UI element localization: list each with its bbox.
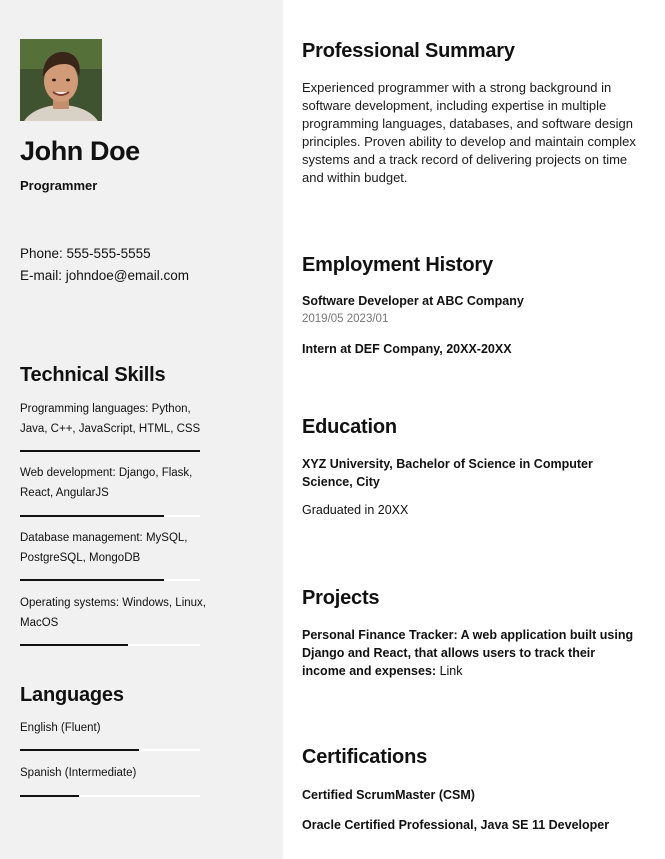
education-degree: XYZ University, Bachelor of Science in Computer Science, City: [302, 457, 593, 489]
language-level-fill: [20, 795, 79, 797]
skill-level-fill: [20, 515, 164, 517]
job-title: Intern at DEF Company, 20XX-20XX: [302, 342, 512, 356]
skill-level-fill: [20, 579, 164, 581]
skill-item: Programming languages: Python, Java, C++, JavaScript, HTML, CSS: [20, 403, 201, 435]
project-description: [302, 626, 642, 680]
certification-item: Certified ScrumMaster (CSM): [302, 788, 475, 802]
project-text: Personal Finance Tracker: A web application built using Django and React, that allows users to track their income and expenses:: [302, 628, 634, 678]
profile-title: Programmer: [20, 178, 98, 193]
skill-level-bar: [20, 450, 200, 452]
skill-level-fill: [20, 644, 128, 646]
technical-skills-heading: Technical Skills: [20, 364, 166, 386]
summary-text: Experienced programmer with a strong background in software development, including expertise in multiple programming languages, databases, and software design principles. Proven ability to develop and maintain complex systems and a track record of delivering projects on time and within budget.: [302, 80, 636, 185]
language-item: Spanish (Intermediate): [20, 767, 137, 779]
skill-item: Database management: MySQL, PostgreSQL, MongoDB: [20, 532, 188, 564]
avatar-image: [20, 39, 102, 121]
profile-name: John Doe: [20, 136, 140, 166]
education-graduated: Graduated in 20XX: [302, 503, 409, 517]
skill-level-bar: [20, 644, 200, 646]
skill-item: Web development: Django, Flask, React, AngularJS: [20, 467, 193, 499]
language-item: English (Fluent): [20, 722, 101, 734]
skill-item: Operating systems: Windows, Linux, MacOS: [20, 597, 206, 629]
sidebar: [0, 0, 283, 859]
language-level-bar: [20, 795, 200, 797]
certification-item: Oracle Certified Professional, Java SE 11 Developer: [302, 818, 610, 832]
job-title: Software Developer at ABC Company: [302, 294, 524, 308]
language-level-fill: [20, 749, 139, 751]
skill-level-fill: [20, 450, 200, 452]
certifications-heading: Certifications: [302, 746, 428, 768]
profile-photo: [20, 39, 102, 121]
education-heading: Education: [302, 416, 397, 438]
projects-heading: Projects: [302, 587, 380, 609]
project-link[interactable]: Link: [439, 664, 463, 678]
employment-heading: Employment History: [302, 254, 493, 276]
job-dates: 2019/05 2023/01: [302, 313, 389, 325]
skill-level-bar: [20, 579, 200, 581]
contact-phone: Phone: 555-555-5555: [20, 246, 151, 261]
contact-email: E-mail: johndoe@email.com: [20, 268, 190, 283]
language-level-bar: [20, 749, 200, 751]
main-content: [283, 0, 665, 859]
languages-heading: Languages: [20, 684, 124, 706]
summary-heading: Professional Summary: [302, 40, 515, 62]
skill-level-bar: [20, 515, 200, 517]
